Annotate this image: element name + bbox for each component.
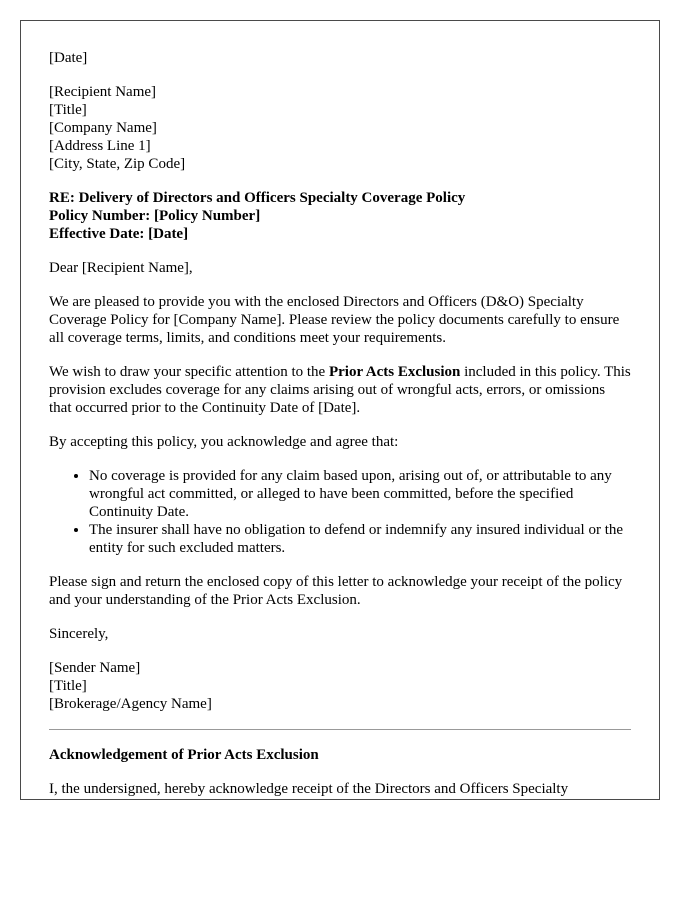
recipient-address: [Address Line 1] xyxy=(49,138,151,154)
subject-effective-date: Effective Date: [Date] xyxy=(49,226,189,242)
paragraph-intro: We are pleased to provide you with the enclosed Directors and Officers (D&O) Specialty Coverage Policy for [Company Name]. Please review the policy documents carefully to ensure all coverage terms, limits, and conditions meet your requirements. xyxy=(49,294,620,346)
ack-heading: Acknowledgement of Prior Acts Exclusion xyxy=(49,747,319,763)
recipient-block xyxy=(49,83,631,173)
list-item: • The insurer shall have no obligation to defend or indemnify any insured individual or the entity for such excluded matters. xyxy=(89,521,631,557)
sender-agency: [Brokerage/Agency Name] xyxy=(49,696,212,712)
paragraph-exclusion-after: included in this policy. This provision excludes coverage for any claims arising out of wrongful acts, errors, or omissions that occurred prior to the Continuity Date of [Date]. xyxy=(49,364,631,416)
sender-title: [Title] xyxy=(49,678,87,694)
closing: Sincerely, xyxy=(49,626,109,642)
sender-name: [Sender Name] xyxy=(49,660,141,676)
subject-re: RE: Delivery of Directors and Officers Specialty Coverage Policy xyxy=(49,190,466,206)
prior-acts-exclusion-term: Prior Acts Exclusion xyxy=(328,364,461,380)
paragraph-exclusion xyxy=(49,363,631,417)
salutation: Dear [Recipient Name], xyxy=(49,260,193,276)
paragraph-exclusion-before: We wish to draw your specific attention to the xyxy=(49,364,329,380)
letter-page xyxy=(20,20,660,800)
section-divider xyxy=(49,729,631,730)
ack-text: I, the undersigned, hereby acknowledge receipt of the Directors and Officers Specialty xyxy=(49,781,569,797)
subject-policy-number: Policy Number: [Policy Number] xyxy=(49,208,261,224)
recipient-name: [Recipient Name] xyxy=(49,84,157,100)
paragraph-acknowledge: By accepting this policy, you acknowledge and agree that: xyxy=(49,434,399,450)
recipient-title: [Title] xyxy=(49,102,87,118)
subject-block xyxy=(49,189,631,243)
list-item: • No coverage is provided for any claim based upon, arising out of, or attributable to any wrongful act committed, or alleged to have been committed, before the specified Continuity Date. xyxy=(89,467,631,521)
letter-date: [Date] xyxy=(49,50,88,66)
recipient-company: [Company Name] xyxy=(49,120,157,136)
paragraph-sign-return: Please sign and return the enclosed copy of this letter to acknowledge your receipt of the policy and your understanding of the Prior Acts Exclusion. xyxy=(49,574,623,608)
recipient-city: [City, State, Zip Code] xyxy=(49,156,186,172)
letter-content xyxy=(21,21,659,798)
terms-list xyxy=(49,467,631,557)
sender-block xyxy=(49,659,631,713)
